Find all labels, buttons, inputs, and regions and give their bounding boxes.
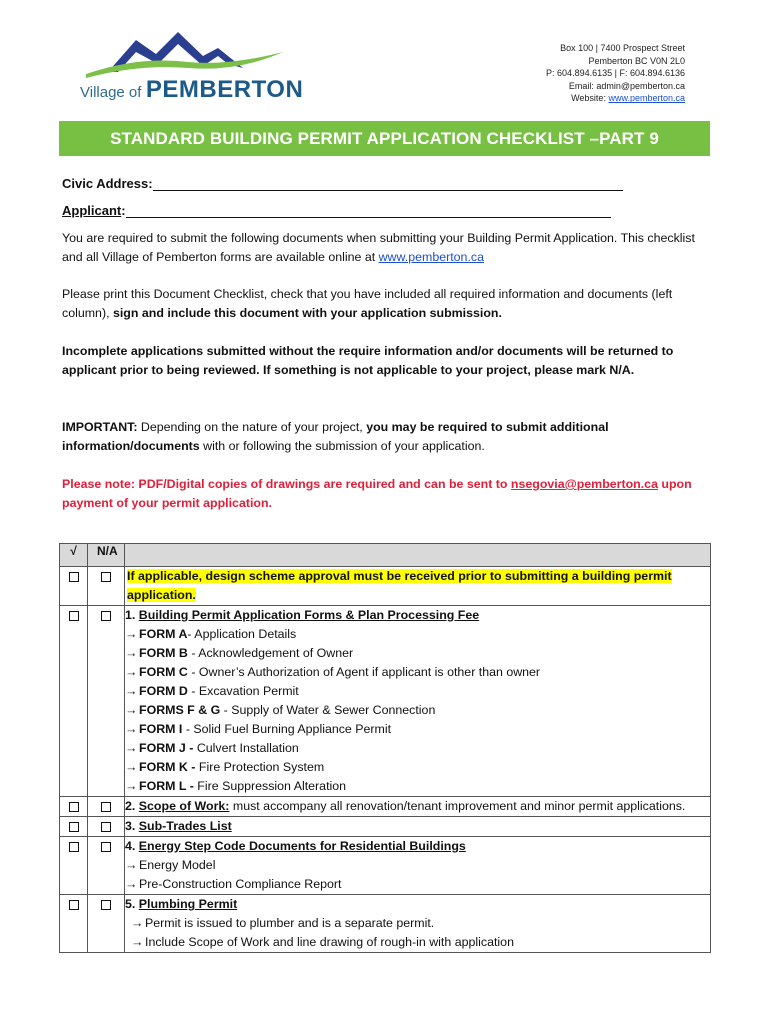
form-d-label: FORM D <box>139 684 188 698</box>
pdf-note <box>62 475 712 513</box>
arrow-icon: → <box>125 741 138 755</box>
na-column-header: N/A <box>88 544 125 567</box>
check-column-header: √ <box>60 544 88 567</box>
item-1-number: 1. <box>125 608 139 622</box>
civic-address-line[interactable] <box>153 177 623 191</box>
list-item <box>125 933 710 952</box>
form-b-label: FORM B <box>139 646 188 660</box>
list-item <box>125 875 710 894</box>
form-list-item <box>125 701 710 720</box>
item-5-number: 5. <box>125 897 139 911</box>
checkbox-icon[interactable] <box>101 572 111 582</box>
checkbox-icon[interactable] <box>69 900 79 910</box>
item-5 <box>125 895 711 953</box>
form-c-text: - Owner’s Authorization of Agent if applicant is other than owner <box>187 665 541 679</box>
civic-address-label: Civic Address <box>62 176 149 191</box>
contact-website <box>546 92 685 105</box>
checklist-title-banner: STANDARD BUILDING PERMIT APPLICATION CHECKLIST –PART 9 <box>59 121 710 156</box>
important-paragraph <box>62 418 712 456</box>
item-4-number: 4. <box>125 839 139 853</box>
form-l-label: FORM L - <box>139 779 194 793</box>
checkbox-icon[interactable] <box>101 802 111 812</box>
form-list-item <box>125 739 710 758</box>
arrow-icon: → <box>125 684 138 698</box>
form-list-item <box>125 663 710 682</box>
form-list-item <box>125 777 710 796</box>
checkbox-icon[interactable] <box>69 822 79 832</box>
intro-text-1: You are required to submit the following documents when submitting your Building Permit Application. This checklist and all Village of Pemberton forms are available online at <box>62 231 695 264</box>
item-1-title-text: Building Permit Application Forms & Plan Processing Fee <box>138 608 480 622</box>
contact-email: Email: admin@pemberton.ca <box>568 80 685 91</box>
checkbox-icon[interactable] <box>101 900 111 910</box>
form-i-label: FORM I <box>139 722 183 736</box>
item-4 <box>125 837 711 895</box>
pemberton-link[interactable]: www.pemberton.ca <box>378 250 484 264</box>
table-row <box>60 606 711 797</box>
form-j-label: FORM J - <box>139 741 194 755</box>
compliance-report-text: Pre-Construction Compliance Report <box>139 877 342 891</box>
form-i-text: - Solid Fuel Burning Appliance Permit <box>182 722 392 736</box>
form-list-item <box>125 758 710 777</box>
email-link[interactable]: nsegovia@pemberton.ca <box>510 477 658 491</box>
applicant-field: Applicant: <box>62 203 611 218</box>
item-3 <box>125 817 711 837</box>
arrow-icon: → <box>125 858 138 872</box>
arrow-icon: → <box>125 722 138 736</box>
intro-paragraph-1 <box>62 229 712 267</box>
table-row <box>60 797 711 817</box>
form-d-text: - Excavation Permit <box>187 684 299 698</box>
important-text-2: with or following the submission of your application. <box>199 439 485 453</box>
checkbox-icon[interactable] <box>69 611 79 621</box>
important-text-1: Depending on the nature of your project, <box>137 420 367 434</box>
forms-fg-label: FORMS F & G <box>139 703 221 717</box>
arrow-icon: → <box>125 646 138 660</box>
design-scheme-note: If applicable, design scheme approval must be received prior to submitting a building permit application. <box>127 569 672 602</box>
intro-paragraph-2 <box>62 285 712 323</box>
form-j-text: Culvert Installation <box>193 741 299 755</box>
arrow-icon: → <box>125 877 138 891</box>
table-row <box>60 895 711 953</box>
checkbox-icon[interactable] <box>69 572 79 582</box>
arrow-icon: → <box>125 760 138 774</box>
plumbing-text-2: Include Scope of Work and line drawing of rough-in with application <box>145 935 514 949</box>
form-list-item <box>125 644 710 663</box>
form-k-text: Fire Protection System <box>195 760 325 774</box>
intro-text-2: Please print this Document Checklist, check that you have included all required information and documents (left column), <box>62 287 673 320</box>
applicant-line[interactable] <box>126 204 611 218</box>
arrow-icon: → <box>125 665 138 679</box>
checkbox-icon[interactable] <box>69 842 79 852</box>
checkbox-icon[interactable] <box>69 802 79 812</box>
logo-pemberton-text: PEMBERTON <box>145 76 304 103</box>
checklist-table <box>59 543 711 953</box>
logo-village-text: Village of <box>80 84 142 101</box>
pdf-note-text-2: upon payment of your permit application. <box>62 477 692 510</box>
applicant-label: Applicant <box>62 203 122 218</box>
form-list-item <box>125 625 710 644</box>
arrow-icon: → <box>131 935 144 949</box>
form-list-item <box>125 720 710 739</box>
item-2-title: Scope of Work: <box>138 799 230 813</box>
table-header-row <box>60 544 711 567</box>
arrow-icon: → <box>125 779 138 793</box>
checkbox-icon[interactable] <box>101 842 111 852</box>
table-row <box>60 817 711 837</box>
plumbing-text-1: Permit is issued to plumber and is a separate permit. <box>145 916 435 930</box>
village-logo <box>78 28 304 104</box>
table-row <box>60 567 711 606</box>
important-text-bold: you may be required to submit additional information/documents <box>62 420 609 453</box>
important-label: IMPORTANT: <box>62 420 138 434</box>
form-a-label: FORM A <box>139 627 188 641</box>
arrow-icon: → <box>125 627 138 641</box>
item-4-title: Energy Step Code Documents for Residential Buildings <box>138 839 466 853</box>
item-3-title: Sub-Trades List <box>138 819 232 833</box>
table-row <box>60 837 711 895</box>
form-list-item <box>125 682 710 701</box>
contact-block <box>546 42 685 105</box>
item-2-text: must accompany all renovation/tenant improvement and minor permit applications. <box>229 799 686 813</box>
contact-city: Pemberton BC V0N 2L0 <box>588 55 685 66</box>
description-column-header <box>125 544 711 567</box>
item-2 <box>125 797 711 817</box>
incomplete-warning: Incomplete applications submitted without the require information and/or documents will be returned to applicant prior to being reviewed. If something is not applicable to your project, please mark N/A. <box>62 344 674 377</box>
website-link[interactable]: www.pemberton.ca <box>608 93 685 104</box>
pdf-note-text: Please note: PDF/Digital copies of drawings are required and can be sent to <box>62 477 511 491</box>
item-3-number: 3. <box>125 819 139 833</box>
checkbox-icon[interactable] <box>101 822 111 832</box>
contact-address: Box 100 | 7400 Prospect Street <box>560 43 685 53</box>
arrow-icon: → <box>131 916 144 930</box>
item-5-title: Plumbing Permit <box>138 897 238 911</box>
checkbox-icon[interactable] <box>101 611 111 621</box>
form-b-text: - Acknowledgement of Owner <box>187 646 354 660</box>
list-item <box>125 914 710 933</box>
forms-fg-text: - Supply of Water & Sewer Connection <box>220 703 436 717</box>
item-2-number: 2. <box>125 799 139 813</box>
form-c-label: FORM C <box>139 665 188 679</box>
energy-model-text: Energy Model <box>139 858 216 872</box>
form-l-text: Fire Suppression Alteration <box>193 779 347 793</box>
contact-phone: P: 604.894.6135 | F: 604.894.6136 <box>546 68 685 79</box>
intro-text-2-bold: sign and include this document with your application submission. <box>112 306 502 320</box>
form-a-text: - Application Details <box>187 627 297 641</box>
item-1-title <box>125 606 710 625</box>
form-k-label: FORM K - <box>139 760 196 774</box>
list-item <box>125 856 710 875</box>
website-prefix: Website: <box>571 93 609 104</box>
arrow-icon: → <box>125 703 138 717</box>
civic-address-field: Civic Address: <box>62 176 623 191</box>
